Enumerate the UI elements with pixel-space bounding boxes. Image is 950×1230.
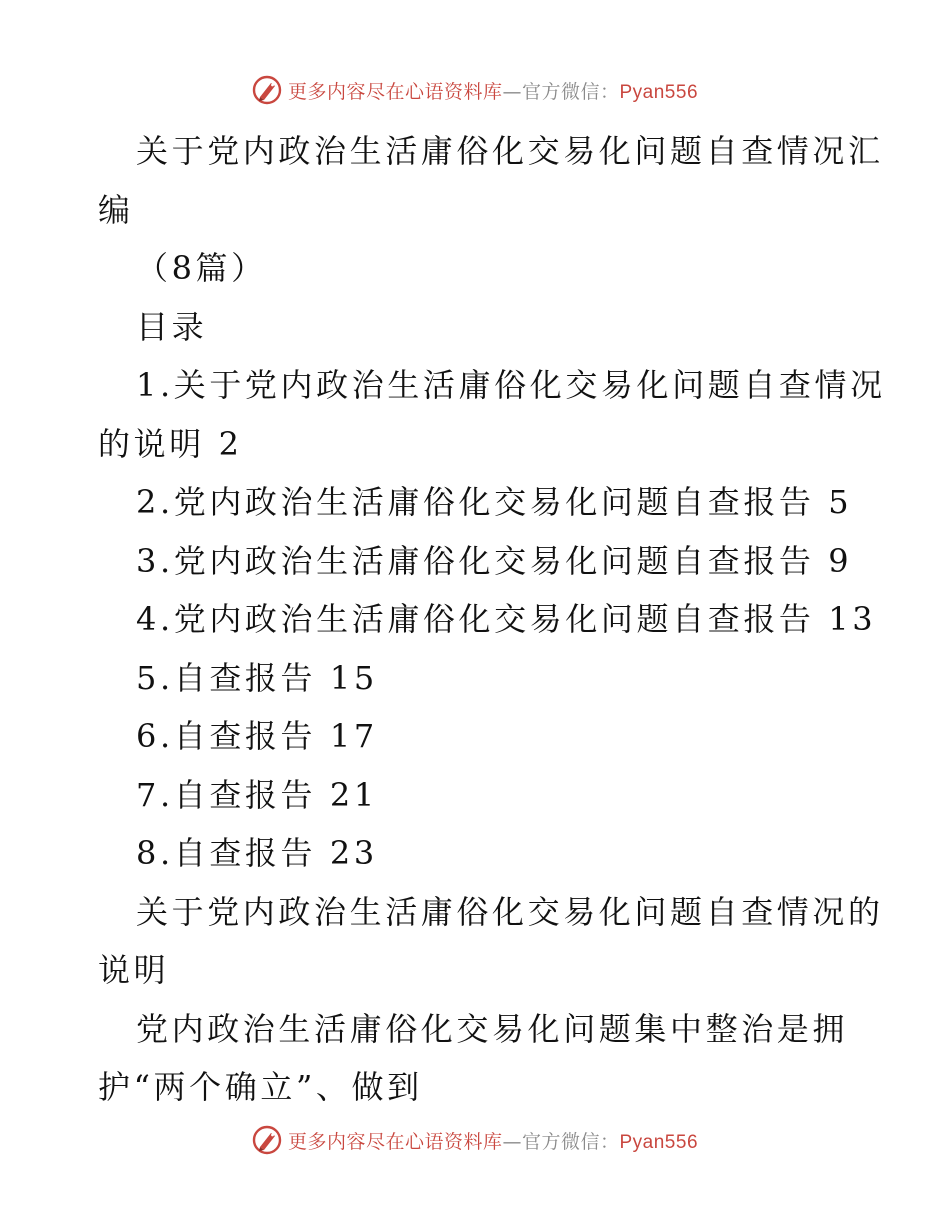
header-wechat-id: Pyan556: [619, 81, 699, 103]
header-dash: —: [502, 80, 522, 103]
header-text: [288, 77, 698, 104]
document-body: [98, 122, 886, 1117]
toc-item-6: 6.自查报告 17: [136, 717, 378, 755]
toc-item-8: 8.自查报告 23: [136, 834, 378, 872]
header-wechat-label: 官方微信：: [521, 80, 620, 103]
section-title-line-2: 说明: [98, 951, 170, 989]
footer-brand: 更多内容尽在心语资料库: [287, 1130, 503, 1153]
footer-text: [288, 1127, 698, 1154]
toc-item-5: 5.自查报告 15: [136, 658, 378, 697]
toc-item-1-line-2: 的说明 2: [98, 424, 243, 463]
pen-logo-icon: [252, 75, 282, 105]
toc-item-4: 4.党内政治生活庸俗化交易化问题自查报告 13: [136, 600, 877, 638]
footer-wechat-label: 官方微信：: [521, 1130, 620, 1153]
toc-item-2: 2.党内政治生活庸俗化交易化问题自查报告 5: [136, 483, 853, 521]
footer-dash: —: [502, 1130, 522, 1153]
body-paragraph-line-1: 党内政治生活庸俗化交易化问题集中整治是拥: [136, 1009, 849, 1048]
header-banner: [0, 70, 950, 110]
body-paragraph-line-2: 护“两个确立”、做到: [98, 1068, 423, 1106]
doc-title-line-1: 关于党内政治生活庸俗化交易化问题自查情况汇: [136, 132, 884, 170]
header-brand: 更多内容尽在心语资料库: [287, 80, 503, 103]
toc-item-1-line-1: 1.关于党内政治生活庸俗化交易化问题自查情况: [136, 366, 886, 404]
toc-item-7: 7.自查报告 21: [136, 775, 378, 814]
footer-banner: [0, 1120, 950, 1160]
footer-wechat-id: Pyan556: [619, 1131, 699, 1153]
section-title-line-1: 关于党内政治生活庸俗化交易化问题自查情况的: [136, 892, 884, 931]
pen-logo-icon: [252, 1125, 282, 1155]
toc-heading: 目录: [136, 307, 208, 346]
doc-count: （8篇）: [136, 249, 267, 287]
doc-title-line-2: 编: [98, 190, 134, 229]
toc-item-3: 3.党内政治生活庸俗化交易化问题自查报告 9: [136, 541, 853, 580]
